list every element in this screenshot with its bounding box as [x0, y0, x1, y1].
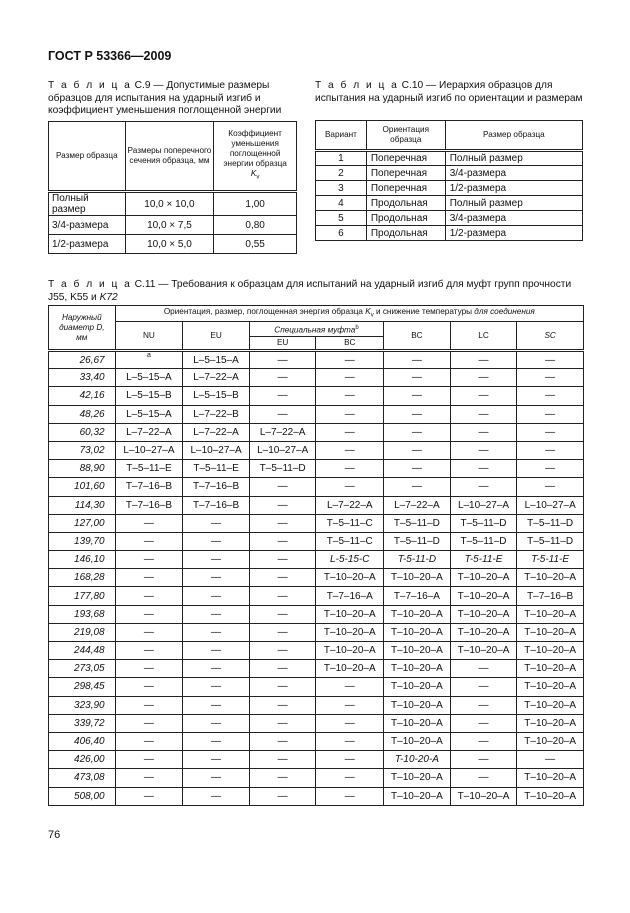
table-cell: — [249, 623, 316, 641]
table-cell: T–10–20–A [384, 605, 451, 623]
table-cell: — [450, 387, 517, 405]
table-cell: — [183, 551, 250, 569]
table-cell: — [115, 751, 183, 769]
table-cell: — [517, 405, 584, 423]
table-cell: L–7–22–A [183, 369, 250, 387]
table-cell: T–10–20–A [384, 569, 451, 587]
table-c11-col-lc: LC [450, 322, 517, 351]
table-row [49, 478, 584, 496]
table-cell: 26,67 [49, 351, 116, 369]
table-c10-caption-text: С.10 — Иерархия образцов для испытания на ударный изгиб по ориентации и размерам [315, 80, 583, 104]
table-cell: 10,0 × 10,0 [125, 192, 214, 216]
table-cell: T-5-11-D [384, 551, 451, 569]
table-cell: T–10–20–A [450, 569, 517, 587]
table-cell: — [115, 642, 183, 660]
table-cell: — [316, 787, 384, 805]
table-cell: — [183, 605, 250, 623]
table-cell: T–5–11–D [450, 514, 517, 532]
table-cell: — [249, 605, 316, 623]
table-cell: T–10–20–A [450, 587, 517, 605]
table-cell: T–10–20–A [384, 642, 451, 660]
table-c9-caption [48, 80, 298, 118]
table-c11-header-diameter: Наружный диаметр D, мм [49, 306, 116, 351]
table-cell: T–5–11–D [450, 532, 517, 550]
table-c11-header-top: Ориентация, размер, поглощенная энергия образца $K_v$ и снижение температуры для соединения [115, 306, 583, 322]
table-row [49, 605, 584, 623]
table-cell: — [115, 787, 183, 805]
table-cell: L–7–22–B [183, 405, 250, 423]
page-number: 76 [48, 829, 61, 841]
table-cell: T–10–20–A [517, 714, 584, 732]
table-row [316, 211, 583, 226]
table-cell: — [384, 387, 451, 405]
table-c10-header-size: Размер образца [445, 121, 582, 151]
table-cell: — [450, 351, 517, 369]
table-row [49, 192, 297, 216]
table-row [49, 532, 584, 550]
table-cell: — [316, 714, 384, 732]
table-c11-col-nu: NU [115, 322, 183, 351]
table-cell: — [183, 569, 250, 587]
table-cell: — [183, 514, 250, 532]
table-cell: L–5–15–B [183, 387, 250, 405]
table-cell: T–10–20–A [384, 678, 451, 696]
table-cell: 101,60 [49, 478, 116, 496]
table-cell: — [249, 405, 316, 423]
table-cell: — [115, 587, 183, 605]
table-cell: T–10–20–A [517, 769, 584, 787]
table-cell: — [450, 696, 517, 714]
table-cell: T–10–20–A [517, 787, 584, 805]
table-cell: — [450, 751, 517, 769]
table-cell: 168,28 [49, 569, 116, 587]
table-c11-col-bc: BC [384, 322, 451, 351]
table-cell: L–5–15–A [115, 405, 183, 423]
table-cell: T–10–20–A [517, 569, 584, 587]
table-cell: T–10–20–A [450, 787, 517, 805]
table-row [49, 569, 584, 587]
table-cell: Продольная [366, 211, 445, 226]
table-c10-caption [315, 80, 585, 105]
table-cell: — [183, 660, 250, 678]
table-cell: 42,16 [49, 387, 116, 405]
table-row [49, 623, 584, 641]
table-cell: T–7–16–B [183, 478, 250, 496]
table-row [316, 166, 583, 181]
table-cell: — [316, 769, 384, 787]
table-c11-col-sc: SC [517, 322, 584, 351]
table-cell: 273,05 [49, 660, 116, 678]
table-cell: T–7–16–B [183, 496, 250, 514]
table-cell: T–10–20–A [450, 623, 517, 641]
table-cell: — [183, 769, 250, 787]
table-cell: 4 [316, 196, 367, 211]
table-cell: 193,68 [49, 605, 116, 623]
table-cell: T–7–16–A [384, 587, 451, 605]
table-cell: — [316, 387, 384, 405]
table-cell: — [183, 642, 250, 660]
table-row [316, 226, 583, 241]
table-c11-col-special-eu: EU [249, 337, 316, 351]
table-cell: — [115, 569, 183, 587]
table-row [316, 181, 583, 196]
table-cell: — [115, 696, 183, 714]
table-cell: — [249, 351, 316, 369]
table-c9-header-section: Размеры поперечного сечения образца, мм [125, 122, 214, 192]
table-cell: 2 [316, 166, 367, 181]
table-cell: 339,72 [49, 714, 116, 732]
table-cell: 10,0 × 7,5 [125, 216, 214, 235]
table-row [49, 235, 297, 254]
table-cell: — [183, 587, 250, 605]
table-cell: L–7–22–A [115, 423, 183, 441]
table-cell: — [384, 460, 451, 478]
table-cell: — [249, 478, 316, 496]
table-cell: T-5-11-E [450, 551, 517, 569]
table-cell: T–5–11–D [517, 532, 584, 550]
table-cell: — [517, 751, 584, 769]
table-cell: — [115, 732, 183, 750]
table-cell: — [249, 514, 316, 532]
table-cell: T–7–16–B [115, 478, 183, 496]
table-cell: — [316, 696, 384, 714]
table-cell: L–7–22–A [183, 423, 250, 441]
table-cell: — [384, 423, 451, 441]
table-cell: — [249, 369, 316, 387]
table-cell: — [249, 569, 316, 587]
table-cell: — [316, 423, 384, 441]
table-cell: L–10–27–A [517, 496, 584, 514]
table-cell: — [249, 551, 316, 569]
table-cell: — [517, 423, 584, 441]
table-cell: T–10–20–A [384, 769, 451, 787]
table-cell: L-5-15-C [316, 551, 384, 569]
table-cell: L–7–22–A [316, 496, 384, 514]
table-c10 [315, 120, 583, 241]
table-cell: L–10–27–A [450, 496, 517, 514]
table-row [49, 660, 584, 678]
table-row [49, 714, 584, 732]
table-cell: — [384, 351, 451, 369]
table-row [49, 369, 584, 387]
table-row [49, 496, 584, 514]
table-cell: L–7–22–A [384, 496, 451, 514]
table-cell: — [316, 351, 384, 369]
table-cell: T–5–11–C [316, 532, 384, 550]
table-cell: 298,45 [49, 678, 116, 696]
table-c11-header-special: Специальная муфта$^b$ [249, 322, 383, 337]
table-cell: T–7–16–B [517, 587, 584, 605]
table-cell: T–10–20–A [316, 642, 384, 660]
table-cell: Поперечная [366, 166, 445, 181]
table-cell: — [450, 441, 517, 459]
table-cell: — [450, 732, 517, 750]
table-c9-caption-prefix: Т а б л и ц а [48, 80, 132, 91]
table-cell: 244,48 [49, 642, 116, 660]
table-cell: — [183, 751, 250, 769]
table-row [49, 551, 584, 569]
table-cell: — [316, 460, 384, 478]
table-cell: Полный размер [445, 196, 582, 211]
table-cell: Продольная [366, 196, 445, 211]
table-cell: — [115, 714, 183, 732]
table-c11-caption-prefix: Т а б л и ц а [48, 279, 132, 290]
table-cell: 1/2-размера [49, 235, 126, 254]
table-cell: — [384, 478, 451, 496]
table-cell: T–5–11–D [249, 460, 316, 478]
table-row [49, 678, 584, 696]
table-c11-body [49, 351, 584, 806]
table-cell: T–10–20–A [384, 714, 451, 732]
table-cell: L–7–22–A [249, 423, 316, 441]
table-cell: 3/4-размера [445, 211, 582, 226]
table-row [49, 732, 584, 750]
table-cell: T–5–11–C [316, 514, 384, 532]
table-c9-caption-text: С.9 — Допустимые размеры образцов для испытания на ударный изгиб и коэффициент уменьшения поглощенной энергии [48, 80, 282, 116]
table-cell: — [249, 769, 316, 787]
table-cell: 127,00 [49, 514, 116, 532]
table-cell: — [450, 478, 517, 496]
table-cell: 473,08 [49, 769, 116, 787]
table-cell: — [183, 532, 250, 550]
table-c9-header-coef-sub: v [256, 174, 260, 181]
table-cell: — [450, 678, 517, 696]
table-cell: — [115, 678, 183, 696]
table-cell: T–10–20–A [316, 623, 384, 641]
table-cell: T-5-11-E [517, 551, 584, 569]
table-cell: — [517, 369, 584, 387]
table-c11 [48, 305, 584, 806]
table-row [49, 351, 584, 369]
table-cell: T–10–20–A [384, 660, 451, 678]
table-cell: 177,80 [49, 587, 116, 605]
table-cell: — [450, 714, 517, 732]
table-cell: 508,00 [49, 787, 116, 805]
table-cell: T–10–20–A [450, 642, 517, 660]
table-cell: 219,08 [49, 623, 116, 641]
table-cell: T–5–11–D [384, 514, 451, 532]
table-cell: 3/4-размера [445, 166, 582, 181]
table-c9-header-coef-main: Коэффициент уменьшения поглощенной энергии образца [223, 129, 287, 169]
table-row [49, 769, 584, 787]
table-cell: Продольная [366, 226, 445, 241]
table-cell: — [249, 387, 316, 405]
table-cell: Поперечная [366, 151, 445, 166]
table-cell: — [249, 642, 316, 660]
table-cell: — [183, 732, 250, 750]
table-c10-header-orientation: Ориентация образца [366, 121, 445, 151]
table-cell: — [183, 696, 250, 714]
table-cell: — [384, 369, 451, 387]
table-c11-col-special-bc: BC [316, 337, 384, 351]
table-cell: 114,30 [49, 496, 116, 514]
table-cell: — [316, 732, 384, 750]
table-cell: — [450, 660, 517, 678]
table-cell: T–10–20–A [517, 642, 584, 660]
table-row [49, 514, 584, 532]
table-cell: T–10–20–A [316, 569, 384, 587]
table-cell: — [183, 714, 250, 732]
table-cell: 6 [316, 226, 367, 241]
table-cell: — [384, 441, 451, 459]
table-cell: 146,10 [49, 551, 116, 569]
table-cell: — [450, 460, 517, 478]
table-cell: — [249, 532, 316, 550]
table-c9-header-size: Размер образца [49, 122, 126, 192]
table-cell: — [450, 423, 517, 441]
table-cell: 139,70 [49, 532, 116, 550]
table-cell: L–5–15–A [115, 369, 183, 387]
table-cell: — [249, 587, 316, 605]
table-cell: — [316, 678, 384, 696]
table-cell: — [517, 387, 584, 405]
table-cell: Полный размер [49, 192, 126, 216]
table-cell: — [450, 405, 517, 423]
table-cell: 5 [316, 211, 367, 226]
table-cell: — [115, 532, 183, 550]
table-c9-body [49, 192, 297, 254]
table-cell: L–5–15–B [115, 387, 183, 405]
table-cell: T–5–11–D [517, 514, 584, 532]
table-cell: T–10–20–A [316, 660, 384, 678]
table-cell: 3 [316, 181, 367, 196]
table-cell: 3/4-размера [49, 216, 126, 235]
table-cell: 48,26 [49, 405, 116, 423]
table-cell: 0,55 [214, 235, 297, 254]
table-cell: — [115, 551, 183, 569]
table-row [49, 751, 584, 769]
table-cell: 73,02 [49, 441, 116, 459]
table-cell: T–10–20–A [517, 623, 584, 641]
table-row [49, 787, 584, 805]
table-cell: — [249, 496, 316, 514]
table-cell: 60,32 [49, 423, 116, 441]
table-row [49, 642, 584, 660]
table-row [49, 460, 584, 478]
table-cell: T-10-20-A [384, 751, 451, 769]
table-cell: — [183, 678, 250, 696]
table-cell: — [115, 769, 183, 787]
table-row [316, 196, 583, 211]
table-cell: — [249, 732, 316, 750]
table-cell: T–10–20–A [517, 696, 584, 714]
table-cell: — [316, 441, 384, 459]
table-cell: Поперечная [366, 181, 445, 196]
table-cell: 1/2-размера [445, 226, 582, 241]
table-cell: T–10–20–A [450, 605, 517, 623]
table-row [49, 405, 584, 423]
table-cell: T–7–16–B [115, 496, 183, 514]
table-cell: T–10–20–A [316, 605, 384, 623]
table-cell: — [115, 605, 183, 623]
table-cell: T–10–20–A [517, 732, 584, 750]
table-cell: 1/2-размера [445, 181, 582, 196]
table-cell: T–5–11–E [183, 460, 250, 478]
table-cell: a [115, 351, 183, 369]
table-c9 [48, 121, 297, 254]
table-c9-header-coef-symbol: K [250, 169, 257, 179]
table-row [49, 423, 584, 441]
table-cell: — [316, 405, 384, 423]
table-row [49, 696, 584, 714]
table-cell: L–10–27–A [249, 441, 316, 459]
table-cell: 406,40 [49, 732, 116, 750]
table-cell: — [517, 441, 584, 459]
table-cell: 323,90 [49, 696, 116, 714]
table-cell: T–5–11–E [115, 460, 183, 478]
table-cell: T–10–20–A [384, 623, 451, 641]
table-cell: — [249, 678, 316, 696]
table-cell: — [183, 787, 250, 805]
table-row [49, 387, 584, 405]
table-c10-body [316, 151, 583, 241]
table-cell: L–5–15–A [183, 351, 250, 369]
document-header: ГОСТ Р 53366—2009 [48, 49, 172, 63]
table-cell: L–10–27–A [115, 441, 183, 459]
table-cell: 1 [316, 151, 367, 166]
table-cell: — [183, 623, 250, 641]
table-cell: — [384, 405, 451, 423]
table-cell: — [115, 514, 183, 532]
table-cell: — [517, 351, 584, 369]
table-cell: — [249, 787, 316, 805]
table-cell: 1,00 [214, 192, 297, 216]
table-cell: — [316, 751, 384, 769]
table-row [49, 587, 584, 605]
table-c11-col-eu: EU [183, 322, 250, 351]
table-c11-caption-end: K72 [99, 291, 118, 303]
table-cell: — [249, 696, 316, 714]
table-cell: 88,90 [49, 460, 116, 478]
table-cell: 0,80 [214, 216, 297, 235]
table-cell: T–10–20–A [517, 660, 584, 678]
table-row [49, 216, 297, 235]
table-cell: — [316, 478, 384, 496]
table-row [316, 151, 583, 166]
table-cell: T–10–20–A [384, 696, 451, 714]
table-cell: 10,0 × 5,0 [125, 235, 214, 254]
table-cell: T–10–20–A [517, 605, 584, 623]
table-cell: — [249, 714, 316, 732]
table-cell: — [450, 369, 517, 387]
table-c11-caption [48, 279, 588, 304]
table-cell: — [115, 623, 183, 641]
table-cell: T–5–11–D [384, 532, 451, 550]
table-c10-caption-prefix: Т а б л и ц а [315, 80, 399, 91]
table-cell: T–10–20–A [517, 678, 584, 696]
table-cell: 33,40 [49, 369, 116, 387]
table-row [49, 441, 584, 459]
table-c9-header-coef [214, 122, 297, 192]
table-c11-caption-text: С.11 — Требования к образцам для испытаний на ударный изгиб для муфт групп прочности J55, K55 и [48, 279, 572, 303]
table-cell: L–10–27–A [183, 441, 250, 459]
table-cell: — [249, 751, 316, 769]
table-c10-header-variant: Вариант [316, 121, 367, 151]
table-cell: T–7–16–A [316, 587, 384, 605]
table-cell: 426,00 [49, 751, 116, 769]
table-cell: T–10–20–A [384, 787, 451, 805]
table-cell: — [450, 769, 517, 787]
table-cell: T–10–20–A [384, 732, 451, 750]
table-cell: — [316, 369, 384, 387]
table-cell: — [115, 660, 183, 678]
table-cell: — [517, 478, 584, 496]
table-cell: — [249, 660, 316, 678]
table-cell: — [517, 460, 584, 478]
table-cell: Полный размер [445, 151, 582, 166]
